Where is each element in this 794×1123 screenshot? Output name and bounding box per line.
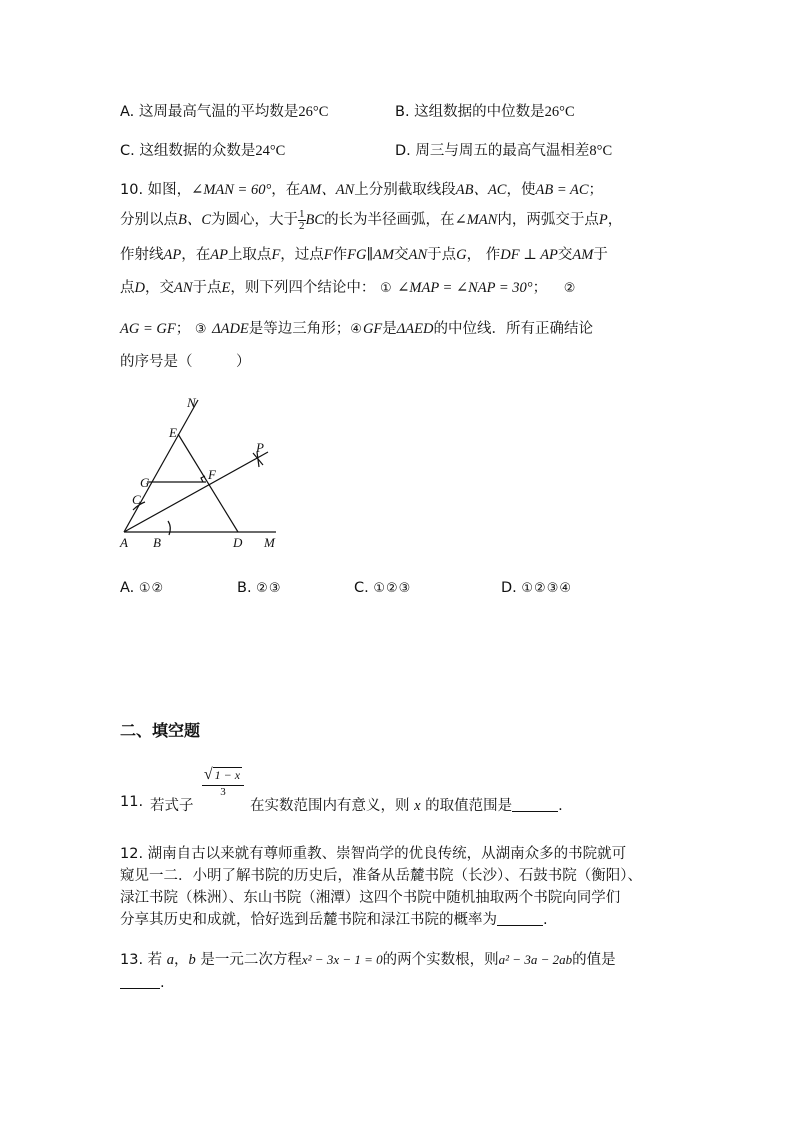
math: E: [221, 280, 231, 296]
label-n: N: [187, 395, 196, 410]
answer-blank[interactable]: [120, 976, 160, 989]
q9-option-a: [120, 100, 328, 121]
conclusion-2-mark: ②: [563, 281, 577, 296]
q10-line-6: [120, 350, 251, 371]
conclusion-1-mark: ①: [379, 281, 393, 296]
q10-line-5: [120, 317, 593, 338]
text: .: [558, 798, 563, 814]
label-c: C: [132, 492, 141, 507]
arc-b: [168, 521, 170, 535]
math: a² − 3a − 2ab: [498, 952, 573, 967]
option-value: 8°C: [589, 143, 613, 159]
ray-an: [124, 400, 198, 532]
option-value: ①②③: [373, 581, 412, 596]
option-label: C.: [120, 143, 135, 159]
q10-line-4: [120, 276, 576, 297]
text: 作: [332, 247, 348, 263]
math: G: [456, 247, 467, 263]
option-label: A.: [120, 580, 135, 596]
text: 分享其历史和成就，恰好选到岳麓书院和渌江书院的概率为: [120, 912, 497, 928]
text: 点: [120, 280, 135, 296]
numerator: 1: [299, 207, 305, 220]
q11-rest: [250, 794, 563, 815]
denominator: 2: [299, 219, 305, 232]
math: D: [134, 280, 145, 296]
conclusion-3-mark: ③: [194, 322, 208, 337]
text: 在实数范围内有意义，则: [250, 798, 410, 814]
math: DF ⊥ AP: [500, 247, 558, 263]
label-a: A: [120, 535, 128, 550]
text: 的两个实数根，则: [382, 952, 499, 968]
text: ；: [588, 182, 603, 198]
q11: [120, 766, 640, 816]
q9-option-c: [120, 139, 285, 160]
option-label: A.: [120, 104, 135, 120]
denominator: 3: [202, 785, 244, 798]
q10-option-b: [237, 580, 281, 596]
option-value: 26°C: [544, 104, 575, 120]
text: ，: [607, 212, 623, 228]
q10-line-3: [120, 243, 608, 264]
math: AP: [210, 247, 228, 263]
right-angle-mark: [201, 476, 205, 482]
question-number: 13.: [120, 952, 144, 968]
label-f: F: [208, 467, 216, 482]
math: B、C: [178, 212, 212, 228]
q12-line-1: 12. 湖南自古以来就有尊师重教、崇智尚学的优良传统，从湖南众多的书院就可: [120, 846, 627, 862]
text: ，在: [271, 182, 301, 198]
text: 的值是: [572, 952, 616, 968]
q12-line-3: 渌江书院（株洲）、东山书院（湘潭）这四个书院中随机抽取两个书院向同学们: [120, 890, 621, 906]
answer-blank[interactable]: [497, 913, 543, 926]
q10-option-c: [354, 580, 411, 596]
option-value: ①②: [138, 581, 165, 596]
text: 于点: [427, 247, 457, 263]
fraction-sqrt: [202, 766, 244, 798]
sqrt-numerator: √ 1 − x: [203, 766, 241, 783]
math: ΔAED: [396, 321, 434, 337]
text: 的取值范围是: [425, 798, 513, 814]
text: ，: [174, 952, 189, 968]
text: 的长为半径画弧，在: [324, 212, 455, 228]
q10-line-1: [120, 178, 603, 199]
math: AB、AC: [455, 182, 507, 198]
text: 内，两弧交于点: [497, 212, 599, 228]
q10-option-d: [501, 580, 572, 596]
option-label: D.: [501, 580, 517, 596]
math: AN: [173, 280, 193, 296]
segment-ed: [178, 434, 238, 532]
text: 若: [147, 952, 163, 968]
radicand: 1 − x: [214, 768, 241, 782]
math: BC: [305, 212, 325, 228]
conclusion-3: ΔADE: [212, 321, 249, 337]
conclusion-4: GF: [362, 321, 383, 337]
q9-option-b: [395, 100, 575, 121]
geometry-figure: [110, 390, 290, 555]
text: 是等边三角形；: [248, 321, 351, 337]
text: 交: [394, 247, 409, 263]
q13-line-2: [120, 975, 165, 991]
q12-line-4: [120, 908, 548, 929]
option-value: ②③: [256, 581, 282, 596]
text: 上取点: [227, 247, 272, 263]
label-e: E: [169, 425, 177, 440]
option-value: 24°C: [255, 143, 286, 159]
question-number: 10.: [120, 182, 144, 198]
math: a: [166, 952, 175, 968]
conclusion-4-mark: ④: [350, 322, 363, 337]
option-label: B.: [395, 104, 410, 120]
text: .: [543, 912, 548, 928]
text: 为圆心，大于: [211, 212, 299, 228]
section-heading: 二、填空题: [120, 721, 201, 740]
option-label: C.: [354, 580, 369, 596]
text: 于点: [192, 280, 222, 296]
fraction: [298, 209, 306, 232]
math: ∠MAN: [454, 212, 498, 228]
option-text: 这周最高气温的平均数是: [138, 104, 299, 120]
text: 的中位线．所有正确结论: [433, 321, 593, 337]
math: AM、AN: [300, 182, 355, 198]
math: AP: [163, 247, 182, 263]
text: 于: [593, 247, 608, 263]
text: 的序号是（ ）: [120, 354, 251, 370]
math: x: [414, 798, 421, 814]
text: ，则下列四个结论中：: [230, 280, 376, 296]
math: ∠MAN = 60°: [191, 182, 272, 198]
text: ；: [175, 321, 191, 337]
text: 交: [557, 247, 573, 263]
text: ，过点: [280, 247, 324, 263]
question-number: 11.: [120, 794, 144, 810]
label-m: M: [264, 535, 275, 550]
label-d: D: [233, 535, 243, 550]
q12-line-2: 窥见一二．小明了解书院的历史后，准备从岳麓书院（长沙）、石鼓书院（衡阳）、: [120, 868, 642, 884]
q9-option-d: [395, 139, 612, 160]
math: b: [188, 952, 196, 968]
option-label: B.: [237, 580, 252, 596]
math: FG∥AM: [347, 247, 395, 263]
math: x² − 3x − 1 = 0: [301, 952, 383, 967]
answer-blank[interactable]: [512, 799, 558, 812]
conclusion-1: ∠MAP = ∠NAP = 30°: [397, 280, 533, 296]
math: AB = AC: [535, 182, 589, 198]
conclusion-2: AG = GF: [120, 321, 176, 337]
text: ，交: [144, 280, 174, 296]
text: 是一元二次方程: [200, 952, 302, 968]
math: F: [323, 247, 333, 263]
option-text: 这组数据的众数是: [139, 143, 256, 159]
math: AM: [572, 247, 594, 263]
option-text: 这组数据的中位数是: [414, 104, 545, 120]
text: 上分别截取线段: [354, 182, 456, 198]
math: F: [271, 247, 281, 263]
option-text: 周三与周五的最高气温相差: [415, 143, 590, 159]
text: ， 作: [466, 247, 501, 263]
text: 如图，: [147, 182, 192, 198]
q10-line-2: [120, 208, 622, 232]
q13-line-1: [120, 948, 616, 969]
label-b: B: [153, 535, 161, 550]
q10-option-a: [120, 580, 164, 596]
text: .: [160, 975, 165, 991]
text: 分别以点: [120, 212, 178, 228]
text: ，在: [181, 247, 211, 263]
math: P: [598, 212, 608, 228]
text: 若式子: [150, 798, 194, 814]
math: AN: [408, 247, 428, 263]
option-value: ①②③④: [521, 581, 573, 596]
text: 作射线: [120, 247, 164, 263]
text: ；: [532, 280, 548, 296]
option-value: 26°C: [298, 104, 329, 120]
text: ，使: [506, 182, 536, 198]
label-g: G: [140, 475, 150, 490]
text: 是: [382, 321, 397, 337]
label-p: P: [256, 440, 264, 455]
option-label: D.: [395, 143, 411, 159]
